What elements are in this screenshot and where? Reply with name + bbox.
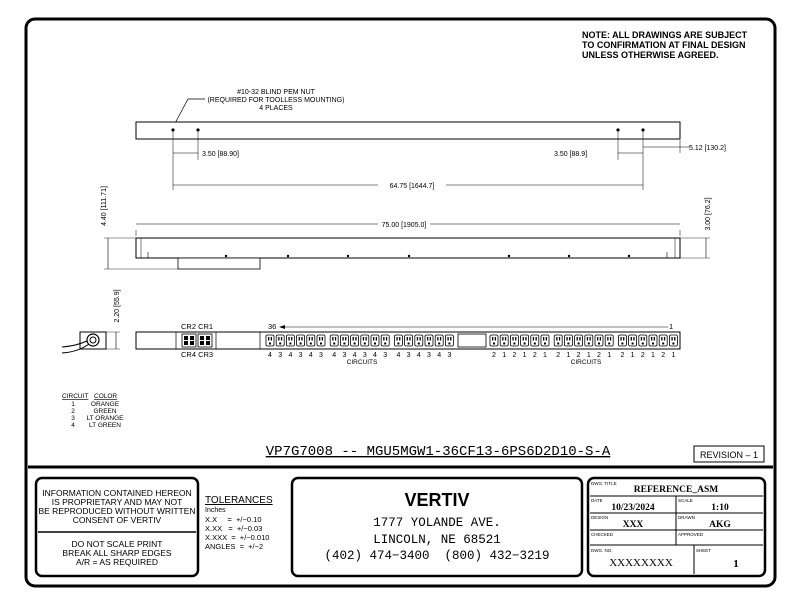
center-display-module — [458, 334, 486, 347]
outlet-receptacle — [585, 335, 593, 346]
breakers-bottom-label: CR4 CR3 — [181, 350, 214, 359]
circuit-number: 4 — [396, 352, 401, 359]
design-value: XXX — [622, 520, 644, 530]
tolerance-row: ANGLES = +/−2 — [205, 542, 264, 551]
legend-circuit: 4 — [71, 422, 75, 429]
circuit-number: 3 — [319, 352, 323, 359]
circuit-number: 2 — [532, 352, 537, 359]
outlet-receptacle — [317, 335, 325, 346]
legend-circuit: 1 — [71, 401, 75, 408]
circuit-number: 2 — [661, 352, 666, 359]
circuit-numbers-right — [492, 352, 675, 359]
outlet-receptacle — [500, 335, 508, 346]
legend-circuit: 3 — [71, 415, 75, 422]
side-view-body — [136, 238, 680, 258]
outlet-receptacle — [307, 335, 315, 346]
outlet-receptacle — [564, 335, 572, 346]
circuit-number: 2 — [576, 352, 581, 359]
circuit-number: 3 — [342, 352, 347, 359]
design-note — [582, 30, 748, 60]
outlet-receptacle — [541, 335, 549, 346]
circuit-number: 4 — [416, 352, 421, 359]
pem-nut-callout — [173, 89, 345, 127]
dwg-no-value: XXXXXXXX — [609, 557, 673, 569]
circuit-number: 2 — [556, 352, 561, 359]
breakers-top-label: CR2 CR1 — [181, 322, 214, 331]
front-view — [136, 322, 680, 366]
circuit-number: 2 — [492, 352, 496, 359]
circuit-number: 1 — [671, 352, 676, 359]
callout-line-1: #10-32 BLIND PEM NUT — [237, 89, 315, 96]
tolerances-title: TOLERANCES — [205, 495, 273, 506]
circuit-numbers-left — [268, 352, 451, 359]
circuit-number: 2 — [640, 352, 645, 359]
callout-line-2: (REQUIRED FOR TOOLLESS MOUNTING) — [207, 97, 345, 104]
proprietary-line-1: INFORMATION CONTAINED HEREON — [42, 488, 192, 498]
title-block — [588, 478, 765, 576]
outlet-receptacle — [659, 335, 667, 346]
circuit-number: 4 — [268, 352, 272, 359]
proprietary-notice — [36, 478, 198, 576]
end-view — [62, 289, 121, 353]
circuit-number: 4 — [373, 352, 377, 359]
company-address-1: 1777 YOLANDE AVE. — [373, 516, 501, 530]
proprietary-line-7: A/R = AS REQUIRED — [76, 557, 158, 567]
circuits-label-right: CIRCUITS — [570, 359, 602, 366]
pem-nut-hole — [196, 128, 199, 131]
outlet-receptacle — [415, 335, 423, 346]
dwg-no-label: DWG. NO. — [591, 548, 613, 553]
circuit-number: 2 — [620, 352, 625, 359]
outlet-receptacle — [340, 335, 348, 346]
legend-circuit: 2 — [71, 408, 75, 415]
company-name: VERTIV — [404, 490, 470, 510]
outlet-end-number: 1 — [669, 322, 674, 331]
tolerance-row: X.X = +/−0.10 — [205, 515, 262, 524]
dwg-title: REFERENCE_ASM — [633, 485, 719, 495]
outlet-receptacle — [425, 335, 433, 346]
legend-color: LT GREEN — [89, 422, 121, 429]
dim-right-offset: 3.50 [88.9] — [554, 151, 588, 158]
dim-end-depth: 2.20 [55.9] — [114, 289, 121, 323]
legend-color: ORANGE — [90, 401, 120, 408]
scale-label: SCALE — [678, 498, 693, 503]
tolerance-row: X.XX = +/−0.03 — [205, 524, 263, 533]
circuit-number: 4 — [308, 352, 313, 359]
circuit-number: 1 — [543, 352, 547, 359]
circuit-number: 3 — [298, 352, 303, 359]
date-value: 10/23/2024 — [611, 503, 655, 513]
outlet-receptacle — [351, 335, 359, 346]
pem-nut-hole — [616, 128, 619, 131]
tolerances-block — [205, 495, 273, 551]
outlet-receptacle — [361, 335, 369, 346]
outlet-receptacle — [510, 335, 518, 346]
outlet-receptacle — [330, 335, 338, 346]
outlet-receptacle — [490, 335, 498, 346]
outlet-receptacle — [405, 335, 413, 346]
top-view-body — [136, 122, 680, 139]
outlet-receptacle — [445, 335, 453, 346]
circuit-number: 3 — [383, 352, 388, 359]
proprietary-line-6: BREAK ALL SHARP EDGES — [62, 548, 172, 558]
outlet-receptacle — [618, 335, 626, 346]
circuit-number: 1 — [607, 352, 612, 359]
outlet-receptacle — [521, 335, 529, 346]
dim-right-tab: 5.12 [130.2] — [689, 145, 726, 152]
circuit-number: 2 — [512, 352, 517, 359]
circuit-number: 4 — [352, 352, 357, 359]
proprietary-line-2: IS PROPRIETARY AND MAY NOT — [51, 497, 183, 507]
sheet-label: SHEET — [696, 548, 712, 553]
proprietary-line-5: DO NOT SCALE PRINT — [71, 539, 163, 549]
circuit-number: 3 — [427, 352, 431, 359]
checked-label: CHECKED — [591, 532, 614, 537]
circuit-number: 1 — [586, 352, 591, 359]
circuit-number: 1 — [522, 352, 527, 359]
date-label: DATE — [591, 498, 603, 503]
outlet-start-number: 36 — [268, 322, 277, 331]
circuit-number: 3 — [278, 352, 283, 359]
note-line-2: TO CONFIRMATION AT FINAL DESIGN — [582, 40, 746, 50]
circuit-number: 4 — [332, 352, 337, 359]
outlet-receptacle — [435, 335, 443, 346]
outlet-receptacle — [639, 335, 647, 346]
pem-nut-hole — [171, 128, 174, 131]
dwg-title-label: DWG. TITLE — [591, 481, 617, 486]
circuit-number: 3 — [362, 352, 367, 359]
circuit-number: 2 — [597, 352, 601, 359]
circuit-number: 3 — [406, 352, 411, 359]
outlet-receptacle — [554, 335, 562, 346]
side-view-mount-box — [178, 258, 260, 269]
outlet-receptacle — [394, 335, 402, 346]
circuit-number: 4 — [288, 352, 293, 359]
circuit-number: 4 — [437, 352, 442, 359]
design-label: DESIGN — [591, 515, 609, 520]
outlet-receptacle — [575, 335, 583, 346]
note-line-1: NOTE: ALL DRAWINGS ARE SUBJECT — [582, 30, 748, 40]
pem-nut-hole — [641, 128, 644, 131]
circuit-number: 1 — [651, 352, 655, 359]
part-number: VP7G7008 -- MGU5MGW1-36CF13-6PS6D2D10-S-A — [265, 444, 611, 460]
legend-color: GREEN — [93, 408, 117, 415]
outlet-receptacle — [276, 335, 284, 346]
circuit-number: 1 — [630, 352, 635, 359]
revision-label: REVISION – 1 — [699, 450, 759, 460]
circuit-breaker — [182, 334, 196, 347]
outlet-receptacle — [669, 335, 677, 346]
dim-hole-span: 64.75 [1644.7] — [389, 183, 435, 190]
outlet-receptacle — [381, 335, 389, 346]
outlet-receptacle — [531, 335, 539, 346]
outlet-receptacle — [286, 335, 294, 346]
side-view — [101, 186, 712, 269]
dim-left-offset: 3.50 [88.90] — [202, 151, 239, 158]
company-phone: (402) 474−3400 (800) 432−3219 — [324, 549, 550, 563]
approved-label: APPROVED — [678, 532, 704, 537]
legend-color: LT ORANGE — [86, 415, 124, 422]
circuit-color-legend — [62, 393, 124, 429]
legend-header-color: COLOR — [94, 393, 118, 400]
callout-line-3: 4 PLACES — [259, 105, 293, 112]
tolerance-row: X.XXX = +/−0.010 — [205, 533, 270, 542]
circuit-number: 3 — [447, 352, 452, 359]
circuit-breaker — [198, 334, 212, 347]
tolerances-unit: Inches — [205, 507, 226, 514]
circuit-number: 1 — [566, 352, 571, 359]
dim-total-length: 75.00 [1905.0] — [381, 222, 427, 229]
company-block — [292, 478, 582, 576]
outlet-receptacle — [297, 335, 305, 346]
legend-header-circuit: CIRCUIT — [62, 393, 89, 400]
circuit-number: 1 — [502, 352, 507, 359]
outlet-receptacle — [371, 335, 379, 346]
note-line-3: UNLESS OTHERWISE AGREED. — [582, 50, 719, 60]
drawn-value: AKG — [709, 520, 731, 530]
outlet-receptacle — [605, 335, 613, 346]
proprietary-line-3: BE REPRODUCED WITHOUT WRITTEN — [38, 506, 196, 516]
company-address-2: LINCOLN, NE 68521 — [373, 533, 501, 547]
proprietary-line-4: CONSENT OF VERTIV — [72, 515, 162, 525]
sheet-value: 1 — [733, 558, 739, 570]
dim-height-right: 3.00 [76.2] — [705, 197, 712, 231]
outlet-receptacle — [629, 335, 637, 346]
scale-value: 1:10 — [711, 503, 729, 513]
drawn-label: DRAWN — [678, 515, 695, 520]
outlet-receptacle — [266, 335, 274, 346]
top-view — [136, 122, 726, 190]
dim-height-left: 4.40 [111.71] — [101, 186, 108, 226]
outlet-receptacle — [649, 335, 657, 346]
outlet-receptacle — [595, 335, 603, 346]
circuits-label-left: CIRCUITS — [346, 359, 378, 366]
